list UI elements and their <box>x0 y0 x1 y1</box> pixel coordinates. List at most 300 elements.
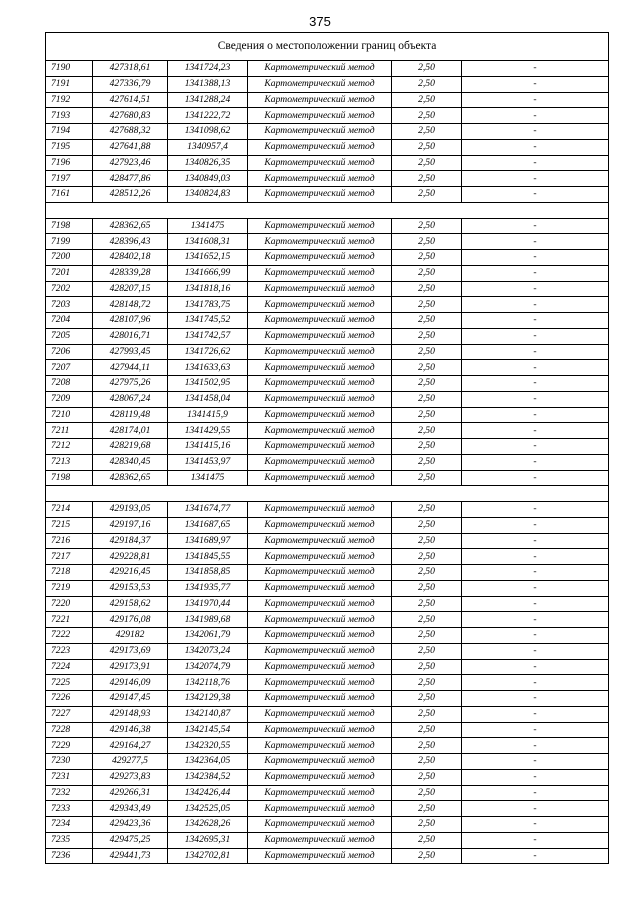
point-number-cell: 7192 <box>46 92 93 108</box>
method-cell: Картометрический метод <box>248 328 392 344</box>
coord-y-cell: 1342695,31 <box>168 832 248 848</box>
table-row <box>46 218 609 234</box>
method-cell: Картометрический метод <box>248 171 392 187</box>
coord-x-cell: 428119,48 <box>93 407 168 423</box>
note-cell: - <box>462 171 609 187</box>
coord-x-cell: 429153,53 <box>93 580 168 596</box>
method-cell: Картометрический метод <box>248 580 392 596</box>
precision-cell: 2,50 <box>392 391 462 407</box>
precision-cell: 2,50 <box>392 722 462 738</box>
method-cell: Картометрический метод <box>248 439 392 455</box>
table-row <box>46 659 609 675</box>
table-row <box>46 470 609 486</box>
point-number-cell: 7220 <box>46 596 93 612</box>
note-cell: - <box>462 313 609 329</box>
point-number-cell: 7215 <box>46 517 93 533</box>
method-cell: Картометрический метод <box>248 706 392 722</box>
method-cell: Картометрический метод <box>248 344 392 360</box>
point-number-cell: 7231 <box>46 769 93 785</box>
coord-y-cell: 1341098,62 <box>168 124 248 140</box>
method-cell: Картометрический метод <box>248 139 392 155</box>
method-cell: Картометрический метод <box>248 470 392 486</box>
page-number: 375 <box>309 14 331 29</box>
method-cell: Картометрический метод <box>248 92 392 108</box>
coord-x-cell: 428362,65 <box>93 218 168 234</box>
group-separator-row <box>46 486 609 502</box>
table-row <box>46 391 609 407</box>
precision-cell: 2,50 <box>392 612 462 628</box>
table-row <box>46 580 609 596</box>
point-number-cell: 7161 <box>46 187 93 203</box>
note-cell: - <box>462 439 609 455</box>
coord-x-cell: 428174,01 <box>93 423 168 439</box>
group-separator-row <box>46 202 609 218</box>
method-cell: Картометрический метод <box>248 691 392 707</box>
note-cell: - <box>462 580 609 596</box>
precision-cell: 2,50 <box>392 281 462 297</box>
precision-cell: 2,50 <box>392 454 462 470</box>
coord-y-cell: 1341222,72 <box>168 108 248 124</box>
method-cell: Картометрический метод <box>248 738 392 754</box>
table-row <box>46 517 609 533</box>
point-number-cell: 7195 <box>46 139 93 155</box>
point-number-cell: 7194 <box>46 124 93 140</box>
table-row <box>46 250 609 266</box>
method-cell: Картометрический метод <box>248 801 392 817</box>
table-row <box>46 376 609 392</box>
point-number-cell: 7229 <box>46 738 93 754</box>
point-number-cell: 7222 <box>46 628 93 644</box>
point-number-cell: 7226 <box>46 691 93 707</box>
table-row <box>46 171 609 187</box>
point-number-cell: 7233 <box>46 801 93 817</box>
note-cell: - <box>462 76 609 92</box>
table-row <box>46 596 609 612</box>
coord-x-cell: 428148,72 <box>93 297 168 313</box>
table-row <box>46 533 609 549</box>
coord-y-cell: 1340824,83 <box>168 187 248 203</box>
coord-x-cell: 429184,37 <box>93 533 168 549</box>
precision-cell: 2,50 <box>392 817 462 833</box>
coord-x-cell: 428016,71 <box>93 328 168 344</box>
coord-x-cell: 429197,16 <box>93 517 168 533</box>
precision-cell: 2,50 <box>392 265 462 281</box>
point-number-cell: 7205 <box>46 328 93 344</box>
coord-x-cell: 427993,45 <box>93 344 168 360</box>
coord-x-cell: 427680,83 <box>93 108 168 124</box>
coord-y-cell: 1342061,79 <box>168 628 248 644</box>
table-row <box>46 801 609 817</box>
method-cell: Картометрический метод <box>248 659 392 675</box>
coord-x-cell: 429441,73 <box>93 848 168 864</box>
point-number-cell: 7228 <box>46 722 93 738</box>
note-cell: - <box>462 643 609 659</box>
method-cell: Картометрический метод <box>248 281 392 297</box>
table-row <box>46 785 609 801</box>
point-number-cell: 7236 <box>46 848 93 864</box>
method-cell: Картометрический метод <box>248 265 392 281</box>
coord-x-cell: 427336,79 <box>93 76 168 92</box>
coord-y-cell: 1341475 <box>168 218 248 234</box>
point-number-cell: 7206 <box>46 344 93 360</box>
coord-y-cell: 1342145,54 <box>168 722 248 738</box>
table-row <box>46 454 609 470</box>
point-number-cell: 7198 <box>46 218 93 234</box>
coord-y-cell: 1341783,75 <box>168 297 248 313</box>
coord-y-cell: 1341745,52 <box>168 313 248 329</box>
method-cell: Картометрический метод <box>248 250 392 266</box>
table-row <box>46 691 609 707</box>
note-cell: - <box>462 738 609 754</box>
point-number-cell: 7234 <box>46 817 93 833</box>
table-row <box>46 675 609 691</box>
point-number-cell: 7213 <box>46 454 93 470</box>
coord-y-cell: 1340826,35 <box>168 155 248 171</box>
coord-y-cell: 1342140,87 <box>168 706 248 722</box>
precision-cell: 2,50 <box>392 376 462 392</box>
note-cell: - <box>462 502 609 518</box>
point-number-cell: 7201 <box>46 265 93 281</box>
coord-y-cell: 1341415,9 <box>168 407 248 423</box>
note-cell: - <box>462 832 609 848</box>
coord-y-cell: 1341818,16 <box>168 281 248 297</box>
separator-cell <box>46 486 609 502</box>
point-number-cell: 7199 <box>46 234 93 250</box>
coord-x-cell: 429173,69 <box>93 643 168 659</box>
note-cell: - <box>462 234 609 250</box>
coord-x-cell: 429228,81 <box>93 549 168 565</box>
coord-x-cell: 428207,15 <box>93 281 168 297</box>
note-cell: - <box>462 706 609 722</box>
method-cell: Картометрический метод <box>248 360 392 376</box>
point-number-cell: 7223 <box>46 643 93 659</box>
table-row <box>46 328 609 344</box>
coord-x-cell: 428362,65 <box>93 470 168 486</box>
point-number-cell: 7198 <box>46 470 93 486</box>
note-cell: - <box>462 360 609 376</box>
coord-x-cell: 429216,45 <box>93 565 168 581</box>
note-cell: - <box>462 92 609 108</box>
note-cell: - <box>462 250 609 266</box>
method-cell: Картометрический метод <box>248 76 392 92</box>
method-cell: Картометрический метод <box>248 628 392 644</box>
table-row <box>46 722 609 738</box>
coord-x-cell: 427641,88 <box>93 139 168 155</box>
precision-cell: 2,50 <box>392 171 462 187</box>
precision-cell: 2,50 <box>392 470 462 486</box>
coord-x-cell: 428107,96 <box>93 313 168 329</box>
table-row <box>46 407 609 423</box>
point-number-cell: 7202 <box>46 281 93 297</box>
coord-x-cell: 428396,43 <box>93 234 168 250</box>
precision-cell: 2,50 <box>392 502 462 518</box>
point-number-cell: 7191 <box>46 76 93 92</box>
method-cell: Картометрический метод <box>248 124 392 140</box>
coord-y-cell: 1342628,26 <box>168 817 248 833</box>
method-cell: Картометрический метод <box>248 502 392 518</box>
precision-cell: 2,50 <box>392 155 462 171</box>
note-cell: - <box>462 108 609 124</box>
table-row <box>46 61 609 77</box>
separator-cell <box>46 202 609 218</box>
point-number-cell: 7224 <box>46 659 93 675</box>
coord-y-cell: 1341415,16 <box>168 439 248 455</box>
precision-cell: 2,50 <box>392 549 462 565</box>
point-number-cell: 7232 <box>46 785 93 801</box>
table-row <box>46 155 609 171</box>
coord-x-cell: 429277,5 <box>93 754 168 770</box>
note-cell: - <box>462 565 609 581</box>
method-cell: Картометрический метод <box>248 754 392 770</box>
coord-y-cell: 1342129,38 <box>168 691 248 707</box>
note-cell: - <box>462 376 609 392</box>
point-number-cell: 7193 <box>46 108 93 124</box>
note-cell: - <box>462 612 609 628</box>
precision-cell: 2,50 <box>392 754 462 770</box>
table-row <box>46 628 609 644</box>
note-cell: - <box>462 801 609 817</box>
precision-cell: 2,50 <box>392 675 462 691</box>
coord-y-cell: 1341742,57 <box>168 328 248 344</box>
note-cell: - <box>462 533 609 549</box>
precision-cell: 2,50 <box>392 187 462 203</box>
table-row <box>46 423 609 439</box>
note-cell: - <box>462 785 609 801</box>
table-row <box>46 281 609 297</box>
precision-cell: 2,50 <box>392 250 462 266</box>
point-number-cell: 7214 <box>46 502 93 518</box>
coord-x-cell: 429343,49 <box>93 801 168 817</box>
table-row <box>46 124 609 140</box>
coord-y-cell: 1342364,05 <box>168 754 248 770</box>
precision-cell: 2,50 <box>392 218 462 234</box>
note-cell: - <box>462 549 609 565</box>
note-cell: - <box>462 218 609 234</box>
point-number-cell: 7203 <box>46 297 93 313</box>
method-cell: Картометрический метод <box>248 218 392 234</box>
point-number-cell: 7210 <box>46 407 93 423</box>
note-cell: - <box>462 407 609 423</box>
coord-y-cell: 1340957,4 <box>168 139 248 155</box>
method-cell: Картометрический метод <box>248 675 392 691</box>
method-cell: Картометрический метод <box>248 187 392 203</box>
precision-cell: 2,50 <box>392 439 462 455</box>
coord-y-cell: 1341858,85 <box>168 565 248 581</box>
method-cell: Картометрический метод <box>248 108 392 124</box>
boundary-coordinates-table <box>45 32 609 864</box>
coord-x-cell: 429475,25 <box>93 832 168 848</box>
table-row <box>46 706 609 722</box>
coord-y-cell: 1341845,55 <box>168 549 248 565</box>
method-cell: Картометрический метод <box>248 313 392 329</box>
table-row <box>46 738 609 754</box>
method-cell: Картометрический метод <box>248 517 392 533</box>
coord-y-cell: 1341666,99 <box>168 265 248 281</box>
precision-cell: 2,50 <box>392 832 462 848</box>
note-cell: - <box>462 848 609 864</box>
note-cell: - <box>462 691 609 707</box>
coord-x-cell: 428219,68 <box>93 439 168 455</box>
note-cell: - <box>462 517 609 533</box>
point-number-cell: 7200 <box>46 250 93 266</box>
note-cell: - <box>462 470 609 486</box>
coord-y-cell: 1341502,95 <box>168 376 248 392</box>
precision-cell: 2,50 <box>392 691 462 707</box>
precision-cell: 2,50 <box>392 297 462 313</box>
method-cell: Картометрический метод <box>248 423 392 439</box>
coord-y-cell: 1342702,81 <box>168 848 248 864</box>
precision-cell: 2,50 <box>392 785 462 801</box>
coord-y-cell: 1341724,23 <box>168 61 248 77</box>
coord-x-cell: 427318,61 <box>93 61 168 77</box>
method-cell: Картометрический метод <box>248 832 392 848</box>
method-cell: Картометрический метод <box>248 565 392 581</box>
table-row <box>46 187 609 203</box>
table-row <box>46 360 609 376</box>
precision-cell: 2,50 <box>392 328 462 344</box>
coord-x-cell: 427614,51 <box>93 92 168 108</box>
table-row <box>46 234 609 250</box>
table-row <box>46 848 609 864</box>
table-header-row <box>46 33 609 61</box>
precision-cell: 2,50 <box>392 344 462 360</box>
table-row <box>46 313 609 329</box>
precision-cell: 2,50 <box>392 92 462 108</box>
coord-y-cell: 1341726,62 <box>168 344 248 360</box>
coord-x-cell: 428512,26 <box>93 187 168 203</box>
coord-x-cell: 427923,46 <box>93 155 168 171</box>
point-number-cell: 7218 <box>46 565 93 581</box>
method-cell: Картометрический метод <box>248 848 392 864</box>
coord-x-cell: 427975,26 <box>93 376 168 392</box>
point-number-cell: 7208 <box>46 376 93 392</box>
coord-y-cell: 1341453,97 <box>168 454 248 470</box>
coord-x-cell: 429164,27 <box>93 738 168 754</box>
table-row <box>46 139 609 155</box>
coord-y-cell: 1341687,65 <box>168 517 248 533</box>
precision-cell: 2,50 <box>392 738 462 754</box>
table-row <box>46 754 609 770</box>
point-number-cell: 7227 <box>46 706 93 722</box>
precision-cell: 2,50 <box>392 580 462 596</box>
coord-y-cell: 1342073,24 <box>168 643 248 659</box>
coord-x-cell: 429146,38 <box>93 722 168 738</box>
point-number-cell: 7197 <box>46 171 93 187</box>
precision-cell: 2,50 <box>392 628 462 644</box>
method-cell: Картометрический метод <box>248 454 392 470</box>
note-cell: - <box>462 187 609 203</box>
coord-y-cell: 1341475 <box>168 470 248 486</box>
coord-y-cell: 1341970,44 <box>168 596 248 612</box>
coord-x-cell: 429423,36 <box>93 817 168 833</box>
coord-y-cell: 1341608,31 <box>168 234 248 250</box>
precision-cell: 2,50 <box>392 769 462 785</box>
coord-x-cell: 429147,45 <box>93 691 168 707</box>
precision-cell: 2,50 <box>392 423 462 439</box>
coord-x-cell: 428477,86 <box>93 171 168 187</box>
note-cell: - <box>462 328 609 344</box>
precision-cell: 2,50 <box>392 533 462 549</box>
table-row <box>46 76 609 92</box>
method-cell: Картометрический метод <box>248 533 392 549</box>
method-cell: Картометрический метод <box>248 376 392 392</box>
method-cell: Картометрический метод <box>248 722 392 738</box>
precision-cell: 2,50 <box>392 108 462 124</box>
coord-x-cell: 429193,05 <box>93 502 168 518</box>
precision-cell: 2,50 <box>392 61 462 77</box>
point-number-cell: 7219 <box>46 580 93 596</box>
coord-x-cell: 429273,83 <box>93 769 168 785</box>
note-cell: - <box>462 423 609 439</box>
coord-x-cell: 429176,08 <box>93 612 168 628</box>
table-row <box>46 297 609 313</box>
note-cell: - <box>462 722 609 738</box>
coord-y-cell: 1342426,44 <box>168 785 248 801</box>
coord-y-cell: 1341989,68 <box>168 612 248 628</box>
precision-cell: 2,50 <box>392 596 462 612</box>
coord-x-cell: 429158,62 <box>93 596 168 612</box>
coord-y-cell: 1341689,97 <box>168 533 248 549</box>
method-cell: Картометрический метод <box>248 61 392 77</box>
note-cell: - <box>462 659 609 675</box>
table-row <box>46 502 609 518</box>
table-row <box>46 643 609 659</box>
point-number-cell: 7235 <box>46 832 93 848</box>
method-cell: Картометрический метод <box>248 407 392 423</box>
point-number-cell: 7216 <box>46 533 93 549</box>
coord-x-cell: 428339,28 <box>93 265 168 281</box>
note-cell: - <box>462 297 609 313</box>
precision-cell: 2,50 <box>392 124 462 140</box>
precision-cell: 2,50 <box>392 360 462 376</box>
method-cell: Картометрический метод <box>248 234 392 250</box>
table-row <box>46 832 609 848</box>
method-cell: Картометрический метод <box>248 391 392 407</box>
point-number-cell: 7225 <box>46 675 93 691</box>
boundary-table-container <box>45 32 608 864</box>
precision-cell: 2,50 <box>392 659 462 675</box>
table-row <box>46 612 609 628</box>
precision-cell: 2,50 <box>392 565 462 581</box>
point-number-cell: 7211 <box>46 423 93 439</box>
coord-y-cell: 1342384,52 <box>168 769 248 785</box>
table-row <box>46 549 609 565</box>
coord-y-cell: 1341288,24 <box>168 92 248 108</box>
coord-y-cell: 1342320,55 <box>168 738 248 754</box>
note-cell: - <box>462 769 609 785</box>
point-number-cell: 7217 <box>46 549 93 565</box>
note-cell: - <box>462 675 609 691</box>
point-number-cell: 7196 <box>46 155 93 171</box>
table-row <box>46 439 609 455</box>
note-cell: - <box>462 391 609 407</box>
table-row <box>46 344 609 360</box>
method-cell: Картометрический метод <box>248 155 392 171</box>
precision-cell: 2,50 <box>392 234 462 250</box>
coord-x-cell: 427688,32 <box>93 124 168 140</box>
coord-x-cell: 429266,31 <box>93 785 168 801</box>
precision-cell: 2,50 <box>392 706 462 722</box>
point-number-cell: 7190 <box>46 61 93 77</box>
note-cell: - <box>462 596 609 612</box>
coord-x-cell: 428340,45 <box>93 454 168 470</box>
method-cell: Картометрический метод <box>248 817 392 833</box>
coord-y-cell: 1341388,13 <box>168 76 248 92</box>
coord-x-cell: 429182 <box>93 628 168 644</box>
precision-cell: 2,50 <box>392 76 462 92</box>
note-cell: - <box>462 124 609 140</box>
point-number-cell: 7230 <box>46 754 93 770</box>
